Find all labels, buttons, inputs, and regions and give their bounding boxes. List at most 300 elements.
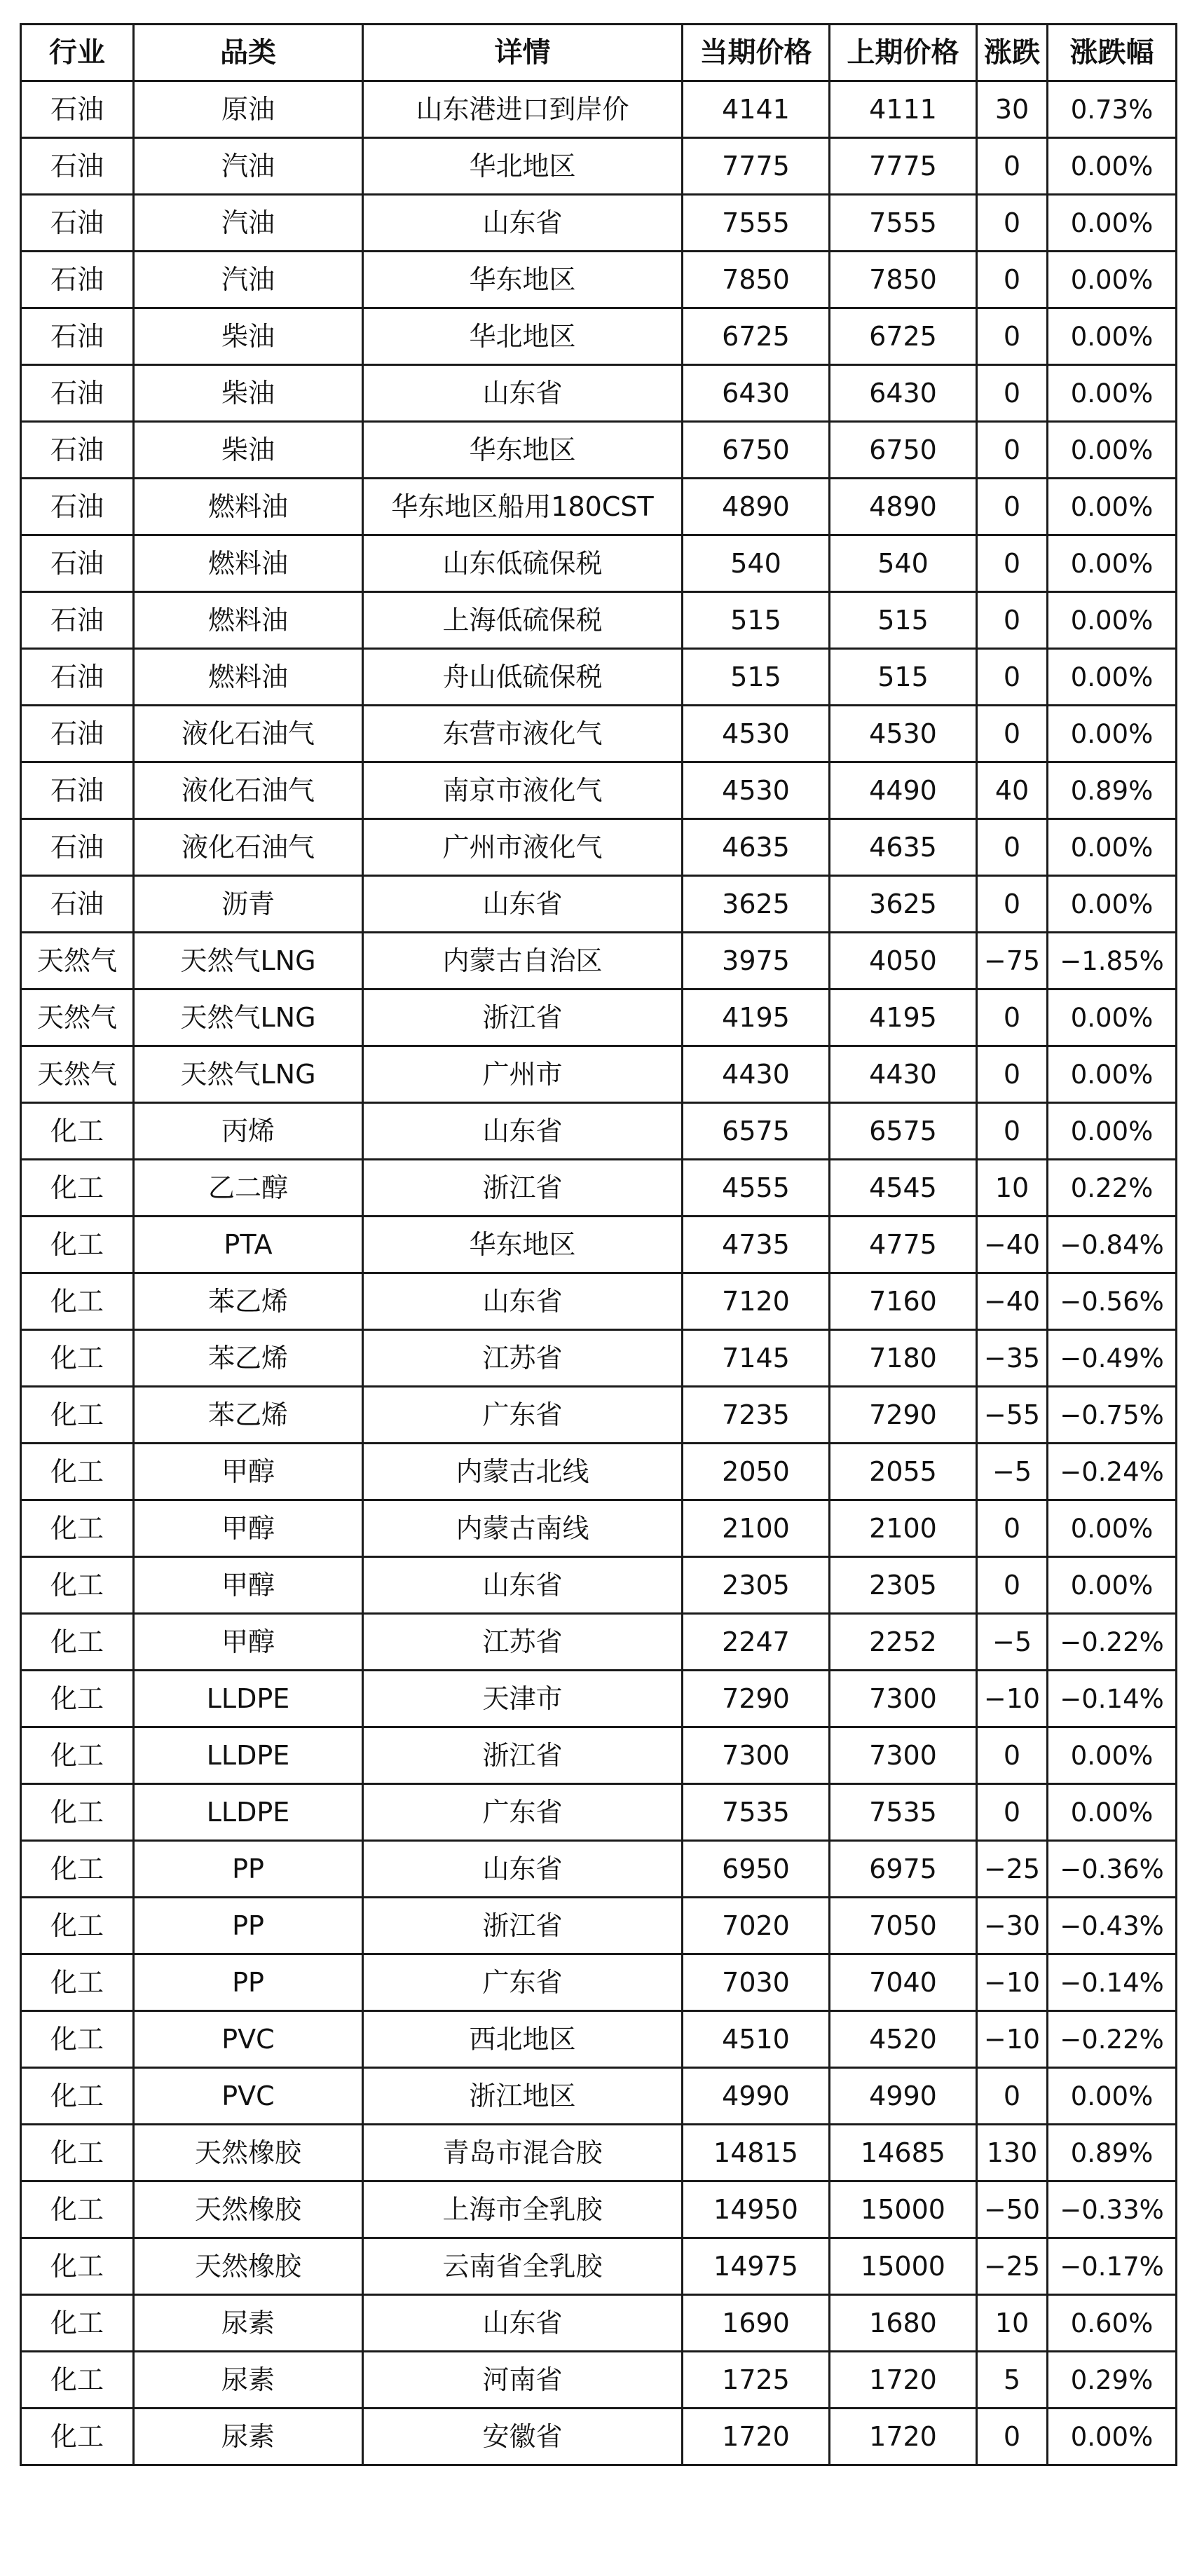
- change-cell: 0: [977, 592, 1048, 649]
- change-cell: −10: [977, 2011, 1048, 2068]
- category-cell: PVC: [134, 2068, 363, 2125]
- table-row: [21, 1898, 1177, 1954]
- header-detail: 详情: [363, 25, 683, 81]
- change-percent-cell: 0.00%: [1048, 138, 1177, 195]
- detail-cell: 上海市全乳胶: [363, 2181, 683, 2238]
- current-price-cell: 2247: [683, 1614, 830, 1671]
- table-row: [21, 1671, 1177, 1727]
- change-percent-cell: 0.22%: [1048, 1160, 1177, 1217]
- category-cell: 乙二醇: [134, 1160, 363, 1217]
- industry-cell: 化工: [21, 2409, 134, 2465]
- change-cell: 0: [977, 1103, 1048, 1160]
- table-row: [21, 2295, 1177, 2352]
- change-cell: 0: [977, 195, 1048, 252]
- change-percent-cell: 0.73%: [1048, 81, 1177, 138]
- current-price-cell: 1720: [683, 2409, 830, 2465]
- change-cell: 0: [977, 2068, 1048, 2125]
- detail-cell: 东营市液化气: [363, 706, 683, 762]
- change-percent-cell: −0.75%: [1048, 1387, 1177, 1444]
- previous-price-cell: 14685: [830, 2125, 977, 2181]
- change-cell: −5: [977, 1614, 1048, 1671]
- change-cell: 0: [977, 989, 1048, 1046]
- previous-price-cell: 515: [830, 592, 977, 649]
- table-row: [21, 1387, 1177, 1444]
- change-cell: 10: [977, 2295, 1048, 2352]
- change-cell: 0: [977, 308, 1048, 365]
- category-cell: 丙烯: [134, 1103, 363, 1160]
- table-row: [21, 2181, 1177, 2238]
- previous-price-cell: 3625: [830, 876, 977, 933]
- table-row: [21, 2238, 1177, 2295]
- industry-cell: 石油: [21, 592, 134, 649]
- current-price-cell: 7290: [683, 1671, 830, 1727]
- change-cell: −10: [977, 1954, 1048, 2011]
- current-price-cell: 4530: [683, 762, 830, 819]
- change-percent-cell: 0.00%: [1048, 308, 1177, 365]
- change-percent-cell: −0.14%: [1048, 1671, 1177, 1727]
- header-industry: 行业: [21, 25, 134, 81]
- change-cell: 0: [977, 252, 1048, 308]
- current-price-cell: 7555: [683, 195, 830, 252]
- previous-price-cell: 4490: [830, 762, 977, 819]
- change-percent-cell: 0.00%: [1048, 989, 1177, 1046]
- category-cell: 液化石油气: [134, 762, 363, 819]
- current-price-cell: 14815: [683, 2125, 830, 2181]
- industry-cell: 石油: [21, 649, 134, 706]
- table-body: [21, 81, 1177, 2465]
- current-price-cell: 4530: [683, 706, 830, 762]
- industry-cell: 化工: [21, 1557, 134, 1614]
- previous-price-cell: 4775: [830, 1217, 977, 1273]
- current-price-cell: 540: [683, 535, 830, 592]
- table-row: [21, 479, 1177, 535]
- change-percent-cell: 0.00%: [1048, 252, 1177, 308]
- table-row: [21, 762, 1177, 819]
- detail-cell: 华东地区: [363, 252, 683, 308]
- current-price-cell: 6950: [683, 1841, 830, 1898]
- table-row: [21, 1330, 1177, 1387]
- table-row: [21, 2125, 1177, 2181]
- current-price-cell: 515: [683, 592, 830, 649]
- change-percent-cell: 0.60%: [1048, 2295, 1177, 2352]
- industry-cell: 石油: [21, 308, 134, 365]
- current-price-cell: 2100: [683, 1500, 830, 1557]
- category-cell: 苯乙烯: [134, 1273, 363, 1330]
- change-cell: 30: [977, 81, 1048, 138]
- current-price-cell: 4195: [683, 989, 830, 1046]
- industry-cell: 石油: [21, 138, 134, 195]
- industry-cell: 石油: [21, 706, 134, 762]
- previous-price-cell: 4530: [830, 706, 977, 762]
- industry-cell: 化工: [21, 1217, 134, 1273]
- change-percent-cell: 0.00%: [1048, 2409, 1177, 2465]
- table-row: [21, 195, 1177, 252]
- previous-price-cell: 7535: [830, 1784, 977, 1841]
- change-cell: −55: [977, 1387, 1048, 1444]
- change-cell: 0: [977, 422, 1048, 479]
- change-percent-cell: 0.00%: [1048, 1727, 1177, 1784]
- detail-cell: 山东省: [363, 2295, 683, 2352]
- table-row: [21, 933, 1177, 989]
- detail-cell: 南京市液化气: [363, 762, 683, 819]
- change-percent-cell: −0.84%: [1048, 1217, 1177, 1273]
- change-percent-cell: 0.00%: [1048, 1103, 1177, 1160]
- previous-price-cell: 7555: [830, 195, 977, 252]
- category-cell: 液化石油气: [134, 819, 363, 876]
- industry-cell: 石油: [21, 422, 134, 479]
- detail-cell: 广州市: [363, 1046, 683, 1103]
- detail-cell: 内蒙古北线: [363, 1444, 683, 1500]
- detail-cell: 浙江省: [363, 989, 683, 1046]
- change-percent-cell: 0.00%: [1048, 1046, 1177, 1103]
- category-cell: 天然橡胶: [134, 2181, 363, 2238]
- previous-price-cell: 1720: [830, 2409, 977, 2465]
- industry-cell: 石油: [21, 479, 134, 535]
- change-cell: 0: [977, 649, 1048, 706]
- change-cell: 0: [977, 876, 1048, 933]
- previous-price-cell: 1720: [830, 2352, 977, 2409]
- change-percent-cell: 0.00%: [1048, 1500, 1177, 1557]
- header-previous-price: 上期价格: [830, 25, 977, 81]
- table-row: [21, 2352, 1177, 2409]
- current-price-cell: 4430: [683, 1046, 830, 1103]
- change-cell: −40: [977, 1273, 1048, 1330]
- previous-price-cell: 540: [830, 535, 977, 592]
- change-percent-cell: −0.33%: [1048, 2181, 1177, 2238]
- change-cell: −30: [977, 1898, 1048, 1954]
- previous-price-cell: 4545: [830, 1160, 977, 1217]
- change-percent-cell: −0.24%: [1048, 1444, 1177, 1500]
- category-cell: LLDPE: [134, 1671, 363, 1727]
- change-cell: 0: [977, 479, 1048, 535]
- change-cell: 40: [977, 762, 1048, 819]
- category-cell: 尿素: [134, 2409, 363, 2465]
- category-cell: PTA: [134, 1217, 363, 1273]
- change-cell: −25: [977, 2238, 1048, 2295]
- detail-cell: 浙江省: [363, 1898, 683, 1954]
- change-cell: −75: [977, 933, 1048, 989]
- change-cell: 0: [977, 535, 1048, 592]
- category-cell: 燃料油: [134, 479, 363, 535]
- change-percent-cell: 0.00%: [1048, 535, 1177, 592]
- current-price-cell: 3625: [683, 876, 830, 933]
- detail-cell: 华东地区: [363, 422, 683, 479]
- category-cell: 天然橡胶: [134, 2238, 363, 2295]
- industry-cell: 石油: [21, 876, 134, 933]
- change-cell: −50: [977, 2181, 1048, 2238]
- previous-price-cell: 6725: [830, 308, 977, 365]
- category-cell: 天然气LNG: [134, 933, 363, 989]
- current-price-cell: 3975: [683, 933, 830, 989]
- previous-price-cell: 515: [830, 649, 977, 706]
- category-cell: 燃料油: [134, 535, 363, 592]
- detail-cell: 内蒙古南线: [363, 1500, 683, 1557]
- detail-cell: 华东地区船用180CST: [363, 479, 683, 535]
- category-cell: 天然橡胶: [134, 2125, 363, 2181]
- category-cell: 柴油: [134, 365, 363, 422]
- change-percent-cell: −0.56%: [1048, 1273, 1177, 1330]
- previous-price-cell: 7850: [830, 252, 977, 308]
- table-row: [21, 1954, 1177, 2011]
- table-row: [21, 2409, 1177, 2465]
- previous-price-cell: 7160: [830, 1273, 977, 1330]
- category-cell: 汽油: [134, 252, 363, 308]
- previous-price-cell: 15000: [830, 2238, 977, 2295]
- previous-price-cell: 2252: [830, 1614, 977, 1671]
- previous-price-cell: 4520: [830, 2011, 977, 2068]
- table-row: [21, 1103, 1177, 1160]
- current-price-cell: 7775: [683, 138, 830, 195]
- industry-cell: 化工: [21, 2295, 134, 2352]
- category-cell: 柴油: [134, 308, 363, 365]
- change-cell: 10: [977, 1160, 1048, 1217]
- table-row: [21, 252, 1177, 308]
- current-price-cell: 515: [683, 649, 830, 706]
- category-cell: PVC: [134, 2011, 363, 2068]
- category-cell: 甲醇: [134, 1500, 363, 1557]
- table-row: [21, 308, 1177, 365]
- category-cell: 尿素: [134, 2295, 363, 2352]
- previous-price-cell: 6575: [830, 1103, 977, 1160]
- industry-cell: 石油: [21, 819, 134, 876]
- detail-cell: 青岛市混合胶: [363, 2125, 683, 2181]
- table-row: [21, 592, 1177, 649]
- previous-price-cell: 4890: [830, 479, 977, 535]
- detail-cell: 上海低硫保税: [363, 592, 683, 649]
- industry-cell: 石油: [21, 762, 134, 819]
- detail-cell: 浙江省: [363, 1160, 683, 1217]
- industry-cell: 化工: [21, 2181, 134, 2238]
- category-cell: 天然气LNG: [134, 1046, 363, 1103]
- category-cell: 甲醇: [134, 1614, 363, 1671]
- industry-cell: 化工: [21, 2352, 134, 2409]
- current-price-cell: 4141: [683, 81, 830, 138]
- table-row: [21, 876, 1177, 933]
- previous-price-cell: 4050: [830, 933, 977, 989]
- previous-price-cell: 15000: [830, 2181, 977, 2238]
- change-cell: 0: [977, 706, 1048, 762]
- current-price-cell: 7535: [683, 1784, 830, 1841]
- industry-cell: 化工: [21, 1841, 134, 1898]
- current-price-cell: 6750: [683, 422, 830, 479]
- category-cell: 液化石油气: [134, 706, 363, 762]
- industry-cell: 化工: [21, 1500, 134, 1557]
- header-row: [21, 25, 1177, 81]
- category-cell: 柴油: [134, 422, 363, 479]
- category-cell: 苯乙烯: [134, 1387, 363, 1444]
- detail-cell: 山东省: [363, 1557, 683, 1614]
- change-cell: 0: [977, 1727, 1048, 1784]
- industry-cell: 化工: [21, 1330, 134, 1387]
- table-row: [21, 1557, 1177, 1614]
- commodity-price-table: [20, 23, 1177, 2466]
- table-row: [21, 1614, 1177, 1671]
- change-cell: 0: [977, 819, 1048, 876]
- detail-cell: 西北地区: [363, 2011, 683, 2068]
- change-percent-cell: 0.00%: [1048, 649, 1177, 706]
- header-category: 品类: [134, 25, 363, 81]
- category-cell: PP: [134, 1841, 363, 1898]
- price-table-container: [20, 23, 1177, 2466]
- table-row: [21, 81, 1177, 138]
- table-row: [21, 819, 1177, 876]
- industry-cell: 石油: [21, 252, 134, 308]
- previous-price-cell: 7775: [830, 138, 977, 195]
- change-cell: 0: [977, 138, 1048, 195]
- category-cell: 汽油: [134, 138, 363, 195]
- change-percent-cell: 0.00%: [1048, 819, 1177, 876]
- detail-cell: 云南省全乳胶: [363, 2238, 683, 2295]
- industry-cell: 化工: [21, 1671, 134, 1727]
- current-price-cell: 4510: [683, 2011, 830, 2068]
- detail-cell: 山东港进口到岸价: [363, 81, 683, 138]
- industry-cell: 化工: [21, 1784, 134, 1841]
- category-cell: LLDPE: [134, 1784, 363, 1841]
- table-row: [21, 1841, 1177, 1898]
- change-percent-cell: 0.00%: [1048, 2068, 1177, 2125]
- change-cell: 0: [977, 1557, 1048, 1614]
- current-price-cell: 7120: [683, 1273, 830, 1330]
- detail-cell: 安徽省: [363, 2409, 683, 2465]
- table-row: [21, 1160, 1177, 1217]
- industry-cell: 天然气: [21, 1046, 134, 1103]
- table-row: [21, 1784, 1177, 1841]
- current-price-cell: 7145: [683, 1330, 830, 1387]
- current-price-cell: 7020: [683, 1898, 830, 1954]
- change-percent-cell: −0.17%: [1048, 2238, 1177, 2295]
- table-row: [21, 1217, 1177, 1273]
- table-row: [21, 989, 1177, 1046]
- category-cell: 燃料油: [134, 592, 363, 649]
- industry-cell: 化工: [21, 1103, 134, 1160]
- change-cell: 0: [977, 365, 1048, 422]
- change-cell: 0: [977, 1046, 1048, 1103]
- change-percent-cell: −0.22%: [1048, 1614, 1177, 1671]
- change-percent-cell: −0.14%: [1048, 1954, 1177, 2011]
- detail-cell: 广东省: [363, 1784, 683, 1841]
- change-percent-cell: 0.00%: [1048, 479, 1177, 535]
- table-row: [21, 649, 1177, 706]
- change-percent-cell: 0.00%: [1048, 592, 1177, 649]
- current-price-cell: 1690: [683, 2295, 830, 2352]
- detail-cell: 山东低硫保税: [363, 535, 683, 592]
- detail-cell: 内蒙古自治区: [363, 933, 683, 989]
- detail-cell: 华北地区: [363, 308, 683, 365]
- change-percent-cell: −1.85%: [1048, 933, 1177, 989]
- detail-cell: 舟山低硫保税: [363, 649, 683, 706]
- detail-cell: 山东省: [363, 1103, 683, 1160]
- detail-cell: 山东省: [363, 876, 683, 933]
- table-row: [21, 138, 1177, 195]
- industry-cell: 化工: [21, 1444, 134, 1500]
- detail-cell: 山东省: [363, 1273, 683, 1330]
- previous-price-cell: 4635: [830, 819, 977, 876]
- change-cell: 0: [977, 1784, 1048, 1841]
- previous-price-cell: 7040: [830, 1954, 977, 2011]
- table-row: [21, 1273, 1177, 1330]
- category-cell: 天然气LNG: [134, 989, 363, 1046]
- change-percent-cell: 0.29%: [1048, 2352, 1177, 2409]
- industry-cell: 石油: [21, 195, 134, 252]
- change-percent-cell: −0.43%: [1048, 1898, 1177, 1954]
- table-row: [21, 1727, 1177, 1784]
- category-cell: 甲醇: [134, 1444, 363, 1500]
- change-percent-cell: −0.36%: [1048, 1841, 1177, 1898]
- previous-price-cell: 7050: [830, 1898, 977, 1954]
- previous-price-cell: 2305: [830, 1557, 977, 1614]
- detail-cell: 山东省: [363, 365, 683, 422]
- change-cell: −5: [977, 1444, 1048, 1500]
- table-header: [21, 25, 1177, 81]
- change-percent-cell: 0.00%: [1048, 1557, 1177, 1614]
- previous-price-cell: 2055: [830, 1444, 977, 1500]
- current-price-cell: 7850: [683, 252, 830, 308]
- industry-cell: 化工: [21, 1614, 134, 1671]
- change-percent-cell: 0.00%: [1048, 195, 1177, 252]
- change-percent-cell: 0.00%: [1048, 365, 1177, 422]
- previous-price-cell: 2100: [830, 1500, 977, 1557]
- industry-cell: 石油: [21, 81, 134, 138]
- previous-price-cell: 1680: [830, 2295, 977, 2352]
- current-price-cell: 4735: [683, 1217, 830, 1273]
- current-price-cell: 14975: [683, 2238, 830, 2295]
- change-percent-cell: 0.00%: [1048, 1784, 1177, 1841]
- change-percent-cell: 0.00%: [1048, 422, 1177, 479]
- change-cell: −25: [977, 1841, 1048, 1898]
- previous-price-cell: 7180: [830, 1330, 977, 1387]
- current-price-cell: 6575: [683, 1103, 830, 1160]
- detail-cell: 华东地区: [363, 1217, 683, 1273]
- current-price-cell: 7235: [683, 1387, 830, 1444]
- table-row: [21, 1046, 1177, 1103]
- header-current-price: 当期价格: [683, 25, 830, 81]
- current-price-cell: 1725: [683, 2352, 830, 2409]
- change-percent-cell: −0.22%: [1048, 2011, 1177, 2068]
- change-percent-cell: −0.49%: [1048, 1330, 1177, 1387]
- industry-cell: 化工: [21, 2238, 134, 2295]
- change-cell: −40: [977, 1217, 1048, 1273]
- industry-cell: 化工: [21, 1898, 134, 1954]
- detail-cell: 广东省: [363, 1387, 683, 1444]
- category-cell: PP: [134, 1954, 363, 2011]
- table-row: [21, 1444, 1177, 1500]
- previous-price-cell: 4430: [830, 1046, 977, 1103]
- category-cell: 燃料油: [134, 649, 363, 706]
- industry-cell: 天然气: [21, 933, 134, 989]
- table-row: [21, 2068, 1177, 2125]
- current-price-cell: 4635: [683, 819, 830, 876]
- change-cell: 0: [977, 2409, 1048, 2465]
- current-price-cell: 6725: [683, 308, 830, 365]
- previous-price-cell: 7300: [830, 1727, 977, 1784]
- change-cell: 5: [977, 2352, 1048, 2409]
- category-cell: 原油: [134, 81, 363, 138]
- change-percent-cell: 0.89%: [1048, 762, 1177, 819]
- header-change: 涨跌: [977, 25, 1048, 81]
- detail-cell: 广州市液化气: [363, 819, 683, 876]
- previous-price-cell: 7300: [830, 1671, 977, 1727]
- header-change-percent: 涨跌幅: [1048, 25, 1177, 81]
- change-cell: 130: [977, 2125, 1048, 2181]
- detail-cell: 天津市: [363, 1671, 683, 1727]
- industry-cell: 化工: [21, 2068, 134, 2125]
- previous-price-cell: 4111: [830, 81, 977, 138]
- current-price-cell: 4990: [683, 2068, 830, 2125]
- previous-price-cell: 6750: [830, 422, 977, 479]
- industry-cell: 化工: [21, 1160, 134, 1217]
- industry-cell: 石油: [21, 535, 134, 592]
- category-cell: LLDPE: [134, 1727, 363, 1784]
